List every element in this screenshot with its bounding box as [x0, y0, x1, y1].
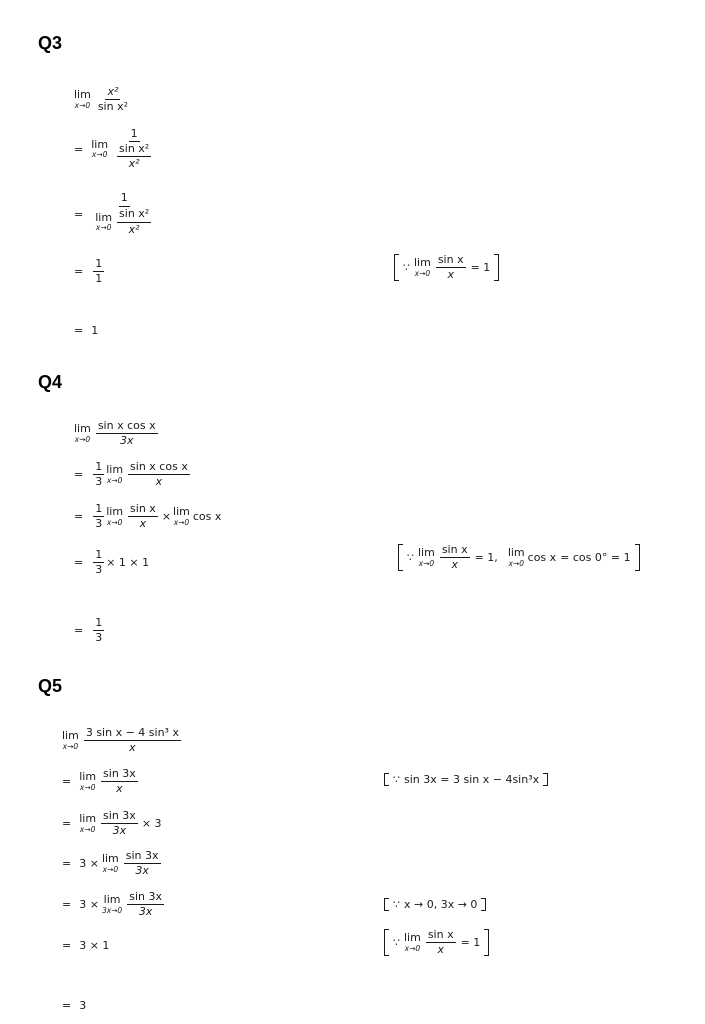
q4-result: = $\frac{1}{3}$: [74, 616, 103, 645]
q5-justification-1: ∵ sin 3x = 3 sin x − 4sin³x: [384, 773, 548, 789]
q4-step-3: = $\frac{1}{3}$ lim x→0 $\frac{\text{sin x}}{x}$ × lim x→0 cos x: [74, 502, 222, 531]
q5-step-1: lim x→0 $\frac{\text{3 sin x − 4 sin³ x}}{x}$: [62, 726, 179, 755]
q4-step-2: = $\frac{1}{3}$ lim x→0 $\frac{\text{sin x cos x}}{x}$: [74, 460, 188, 489]
q3-step-2: = lim x→0 $\frac{1}{\frac{\text{sin x²}}{\text{x²}}}$: [74, 128, 157, 170]
q5-result: = 3: [62, 999, 87, 1012]
q4-heading: Q4: [38, 372, 63, 392]
q3-step-4: = $\frac{1}{1}$: [74, 257, 103, 286]
q4-justification: ∵ lim x→0 $\frac{\text{sin x}}{x}$ = 1, lim x→0 cos x = cos 0° = 1: [398, 544, 640, 574]
q3-heading: Q3: [38, 33, 63, 53]
fraction: $\frac{\text{x²}}{\text{sin x²}}$: [97, 85, 129, 114]
q3-step-1: [74, 86, 132, 113]
q5-justification-2: ∵ x → 0, 3x → 0: [384, 898, 486, 914]
q5-step-4: = 3 × lim x→0 $\frac{\sin 3x}{3x}$: [62, 849, 159, 878]
q4-step-1: lim x→0 $\frac{\text{sin x cos x}}{3x}$: [74, 419, 156, 448]
q5-step-3: = lim x→0 $\frac{\sin 3x}{3x}$ × 3: [62, 809, 162, 838]
compound-fraction: 1 lim x→0 $\frac{\text{sin x²}}{\text{x²}}$: [95, 191, 150, 237]
q3-justification: ∵ lim x→0 $\frac{\text{sin x}}{x}$ = 1: [394, 254, 499, 284]
q4-step-4: = $\frac{1}{3}$ × 1 × 1: [74, 548, 150, 577]
q3-result: = 1: [74, 324, 99, 337]
limit-operator: lim x→0: [74, 87, 91, 110]
q5-step-6: = 3 × 1: [62, 939, 110, 952]
q3-step-3: = 1 lim x→0 $\frac{\text{sin x²}}{\text{x²}}$: [74, 192, 157, 236]
q5-step-5: = 3 × lim 3x→0 $\frac{\sin 3x}{3x}$: [62, 890, 162, 919]
q5-justification-3: ∵ lim x→0 $\frac{\text{sin x}}{x}$ = 1: [384, 929, 489, 959]
q5-heading: Q5: [38, 676, 63, 696]
compound-fraction: $\frac{1}{\frac{\text{sin x²}}{\text{x²}}}$: [119, 127, 150, 171]
q5-step-2: = lim x→0 $\frac{\sin 3x}{x}$: [62, 767, 136, 796]
